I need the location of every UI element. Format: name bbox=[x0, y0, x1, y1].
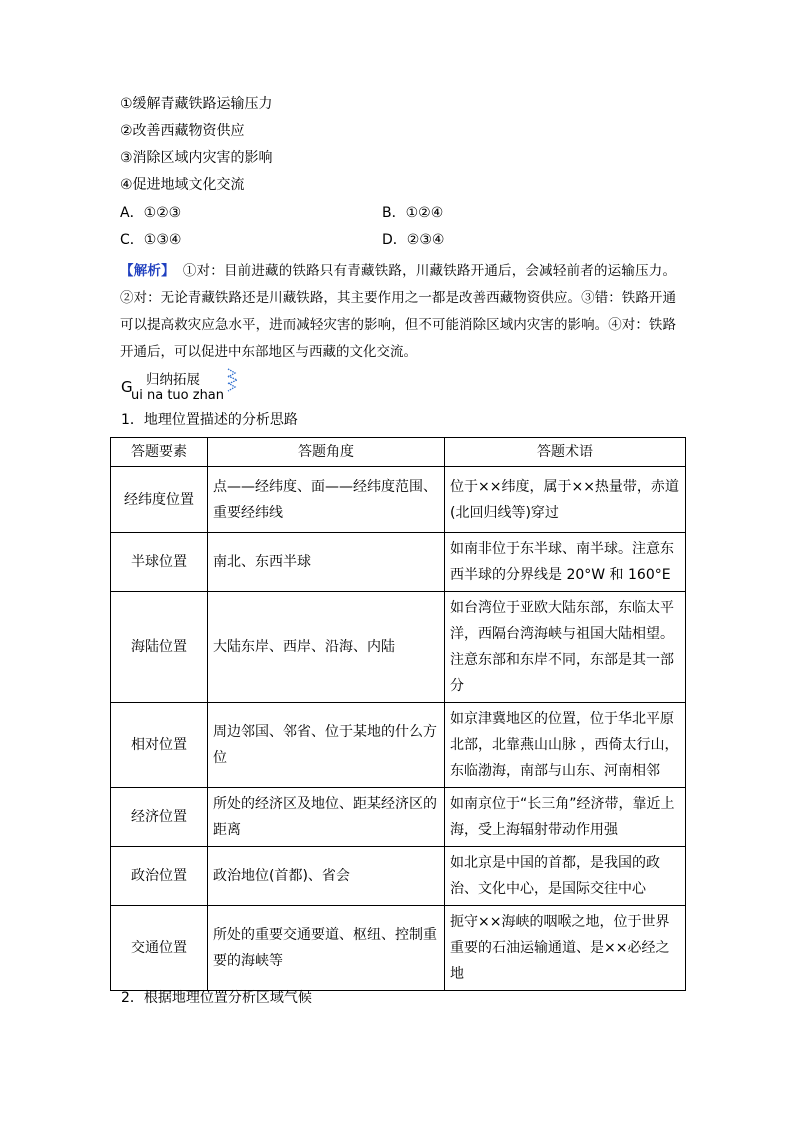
cell-element: 经纬度位置 bbox=[111, 467, 208, 533]
location-analysis-table bbox=[110, 437, 686, 991]
cell-term: 如京津冀地区的位置，位于华北平原北部，北靠燕山山脉 ，西倚太行山，东临渤海，南部与山东、河南相邻 bbox=[445, 703, 686, 788]
option-b: B．①②④ bbox=[382, 205, 444, 221]
cell-term: 如台湾位于亚欧大陆东部，东临太平洋，西隔台湾海峡与祖国大陆相望。注意东部和东岸不同，东部是其一部分 bbox=[445, 592, 686, 703]
cell-element: 政治位置 bbox=[111, 847, 208, 906]
table-row bbox=[111, 788, 686, 847]
table-header-row bbox=[111, 438, 686, 467]
section-title: 归纳拓展 bbox=[146, 372, 200, 388]
table-row bbox=[111, 592, 686, 703]
option-d: D．②③④ bbox=[382, 232, 445, 248]
cell-term: 扼守××海峡的咽喉之地，位于世界重要的石油运输通道、是××必经之地 bbox=[445, 906, 686, 991]
section-pinyin: ui na tuo zhan bbox=[131, 388, 225, 403]
statement-4: ④促进地域文化交流 bbox=[120, 177, 245, 193]
option-c: C．①③④ bbox=[120, 232, 182, 248]
cell-term: 如北京是中国的首都，是我国的政治、文化中心，是国际交往中心 bbox=[445, 847, 686, 906]
cell-angle: 所处的重要交通要道、枢纽、控制重要的海峡等 bbox=[208, 906, 445, 991]
cell-element: 海陆位置 bbox=[111, 592, 208, 703]
section-initial: G bbox=[121, 378, 133, 396]
cell-element: 经济位置 bbox=[111, 788, 208, 847]
table-row bbox=[111, 847, 686, 906]
table-row bbox=[111, 467, 686, 533]
table-row bbox=[111, 906, 686, 991]
cell-term: 如南京位于“长三角”经济带，靠近上海，受上海辐射带动作用强 bbox=[445, 788, 686, 847]
analysis-tag: 【解析】 bbox=[120, 263, 175, 279]
cell-element: 相对位置 bbox=[111, 703, 208, 788]
cell-angle: 所处的经济区及地位、距某经济区的距离 bbox=[208, 788, 445, 847]
table-row bbox=[111, 533, 686, 592]
cell-element: 半球位置 bbox=[111, 533, 208, 592]
cell-term: 位于××纬度，属于××热量带，赤道(北回归线等)穿过 bbox=[445, 467, 686, 533]
statement-2: ②改善西藏物资供应 bbox=[120, 123, 245, 139]
heading-1: 1．地理位置描述的分析思路 bbox=[121, 412, 298, 428]
cell-angle: 周边邻国、邻省、位于某地的什么方位 bbox=[208, 703, 445, 788]
table-row bbox=[111, 703, 686, 788]
triple-chevron-right-icon bbox=[226, 368, 240, 392]
heading-2: 2．根据地理位置分析区域气候 bbox=[121, 990, 312, 1006]
analysis-paragraph bbox=[120, 258, 676, 366]
option-a: A．①②③ bbox=[120, 205, 182, 221]
statement-3: ③消除区域内灾害的影响 bbox=[120, 150, 273, 166]
cell-angle: 南北、东西半球 bbox=[208, 533, 445, 592]
analysis-text: ①对：目前进藏的铁路只有青藏铁路，川藏铁路开通后，会减轻前者的运输压力。②对：无论青藏铁路还是川藏铁路，其主要作用之一都是改善西藏物资供应。③错：铁路开通可以提高救灾应急水平，进而减轻灾害的影响，但不可能消除区域内灾害的影响。④对：铁路开通后，可以促进中东部地区与西藏的文化交流。 bbox=[120, 263, 677, 360]
cell-angle: 政治地位(首都)、省会 bbox=[208, 847, 445, 906]
statement-1: ①缓解青藏铁路运输压力 bbox=[120, 96, 273, 112]
cell-element: 交通位置 bbox=[111, 906, 208, 991]
header-term: 答题术语 bbox=[445, 438, 686, 467]
cell-term: 如南非位于东半球、南半球。注意东西半球的分界线是 20°W 和 160°E bbox=[445, 533, 686, 592]
cell-angle: 大陆东岸、西岸、沿海、内陆 bbox=[208, 592, 445, 703]
cell-angle: 点——经纬度、面——经纬度范围、重要经纬线 bbox=[208, 467, 445, 533]
header-element: 答题要素 bbox=[111, 438, 208, 467]
header-angle: 答题角度 bbox=[208, 438, 445, 467]
